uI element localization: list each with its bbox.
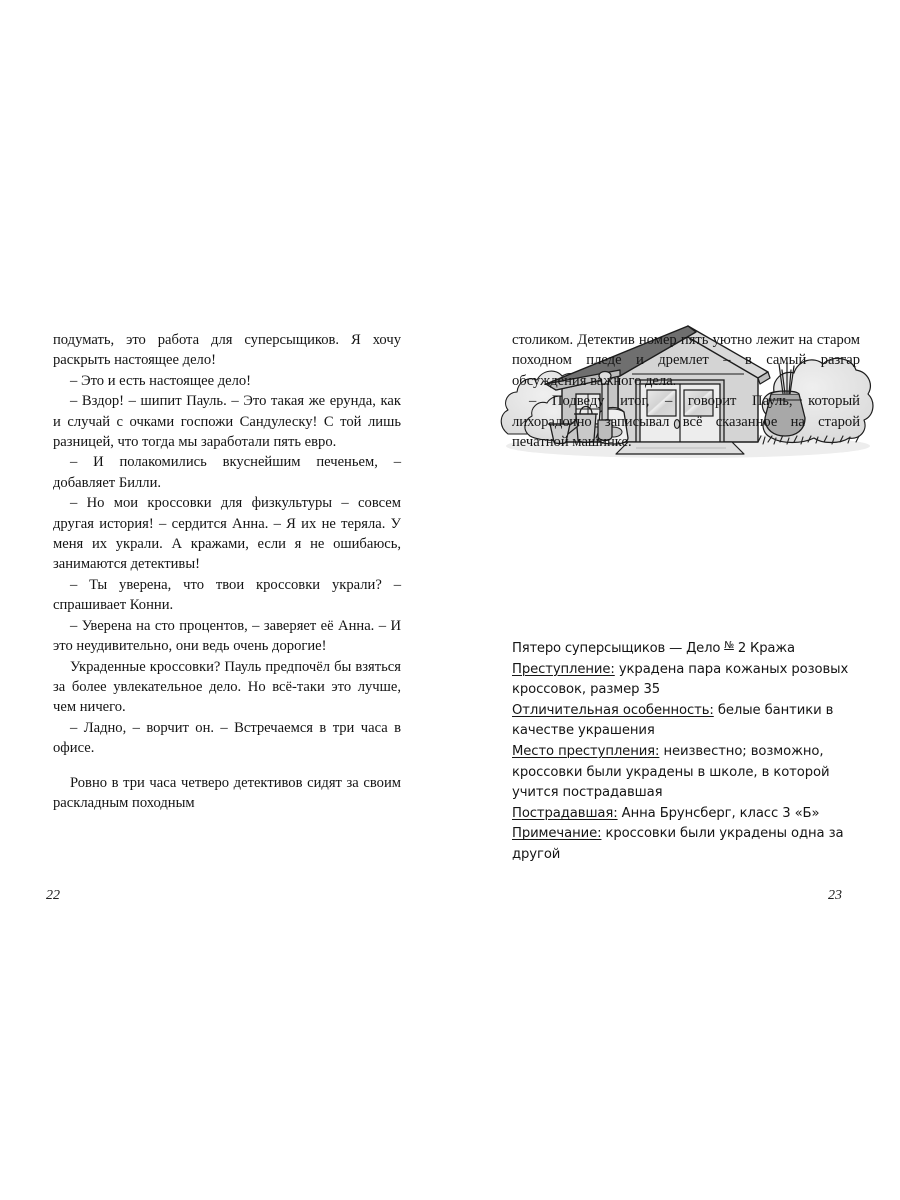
case-file-title-prefix: Пятеро суперсыщиков — Дело <box>512 640 725 656</box>
paragraph: – Уверена на сто процентов, – заверяет её Анна. – И это неудивительно, они ведь очень дорогие! <box>53 617 401 655</box>
paragraph: Украденные кроссовки? Пауль предпочёл бы взяться за более увлекательное дело. Но всё-таки это лучше, чем ничего. <box>53 658 401 716</box>
paragraph: Ровно в три часа четверо детективов сидят за своим раскладным походным <box>53 774 401 811</box>
case-file-label: Преступление: <box>512 661 615 677</box>
case-file-title <box>512 636 864 660</box>
right-page-body <box>512 330 860 452</box>
case-file-value: кроссовки были украдены одна за другой <box>512 826 844 862</box>
case-file-label: Примечание: <box>512 826 602 842</box>
paragraph: – И полакомились вкуснейшим печеньем, – добавляет Билли. <box>53 454 401 491</box>
case-file-entry <box>512 701 864 742</box>
case-file-label: Пострадавшая: <box>512 805 618 821</box>
left-page-body <box>53 330 401 813</box>
paragraph: подумать, это работа для суперсыщиков. Я хочу раскрыть настоящее дело! <box>53 332 401 369</box>
case-file-value: украдена пара кожаных розовых кроссовок, размер 35 <box>512 661 849 698</box>
paragraph: – Подведу итог, – говорит Пауль, который лихорадочно записывал всё сказанное на старой печатной машинке. <box>512 393 860 451</box>
case-file-value: Анна Брунсберг, класс 3 «Б» <box>617 805 820 821</box>
case-file-entry <box>512 804 864 825</box>
case-file-entry <box>512 660 864 701</box>
paragraph: – Ладно, – ворчит он. – Встречаемся в три часа в офисе. <box>53 719 401 757</box>
page-number-left: 22 <box>46 888 60 903</box>
numero-sign: № <box>724 640 734 651</box>
case-file-value: неизвестно; возможно, кроссовки были украдены в школе, в которой учится пострадавшая <box>512 743 830 801</box>
paragraph: столиком. Детектив номер пять уютно лежит на старом походном пледе и дремлет – в самый разгар обсуждения важного дела. <box>512 332 860 389</box>
case-file-entry <box>512 742 864 804</box>
paragraph: – Ты уверена, что твои кроссовки украли? – спрашивает Конни. <box>53 576 401 614</box>
paragraph: – Но мои кроссовки для физкультуры – совсем другая история! – сердится Анна. – Я их не теряла. У меня их украли. А кражами, если я не ошибаюсь, занимаются детективы! <box>53 495 401 573</box>
case-file-title-suffix: 2 Кража <box>733 640 795 656</box>
case-file-entry <box>512 824 864 865</box>
case-file-block <box>512 636 864 866</box>
page-number-right: 23 <box>828 888 842 903</box>
paragraph: – Это и есть настоящее дело! <box>70 372 252 389</box>
right-page <box>512 330 860 452</box>
case-file-label: Отличительная особенность: <box>512 702 714 718</box>
case-file-label: Место преступления: <box>512 743 660 759</box>
left-page <box>53 330 401 813</box>
paragraph: – Вздор! – шипит Пауль. – Это такая же ерунда, как и случай с очками госпожи Сандулеску! С той лишь разницей, что тогда мы заработали пять евро. <box>53 393 401 451</box>
case-file-value: белые бантики в качестве украшения <box>512 702 834 739</box>
